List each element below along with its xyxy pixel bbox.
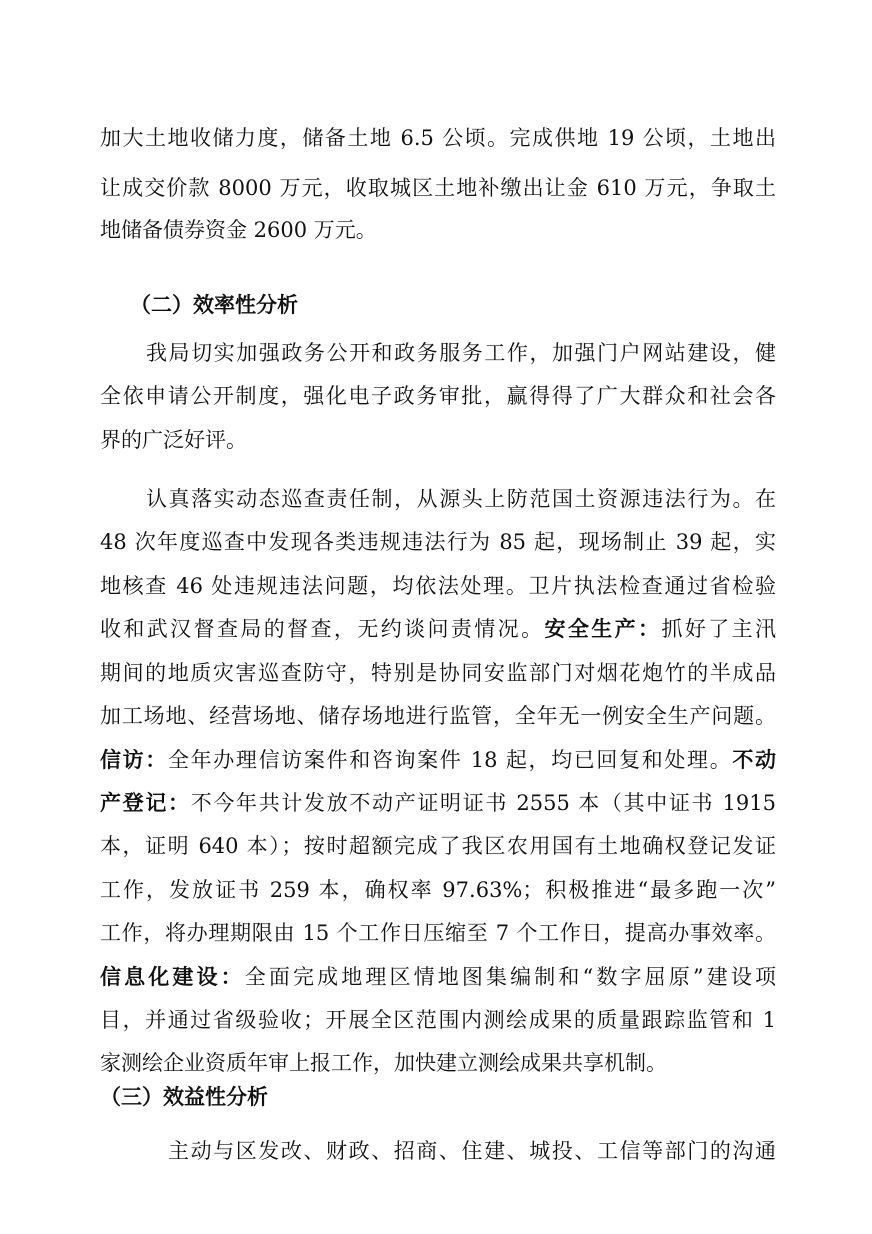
plain-text: 全年办理信访案件和咨询案件 18 起，均已回复和处理。 xyxy=(167,748,733,772)
paragraph-line xyxy=(100,963,776,991)
paragraph-line: 让成交价款 8000 万元，收取城区土地补缴出让金 610 万元，争取土 xyxy=(100,176,776,200)
bold-label-realestate: 不动 xyxy=(732,748,777,772)
paragraph-line xyxy=(100,615,776,643)
plain-text: 抓好了主汛 xyxy=(661,617,777,641)
paragraph-line: 全依申请公开制度，强化电子政务审批，赢得得了广大群众和社会各 xyxy=(100,384,776,408)
paragraph-line: 本，证明 640 本）；按时超额完成了我区农用国有土地确权登记发证 xyxy=(100,834,776,858)
paragraph-line: 主动与区发改、财政、招商、住建、城投、工信等部门的沟通 xyxy=(168,1139,776,1163)
paragraph-line: 目，并通过省级验收；开展全区范围内测绘成果的质量跟踪监管和 1 xyxy=(100,1008,776,1032)
paragraph-line: 我局切实加强政务公开和政务服务工作，加强门户网站建设，健 xyxy=(146,341,776,365)
paragraph-line: 加大土地收储力度，储备土地 6.5 公顷。完成供地 19 公顷，土地出 xyxy=(100,126,776,150)
paragraph-line xyxy=(100,789,776,817)
section-heading-benefit: （三）效益性分析 xyxy=(100,1085,268,1109)
paragraph-line: 期间的地质灾害巡查防守，特别是协同安监部门对烟花炮竹的半成品 xyxy=(100,661,776,685)
paragraph-line: 地核查 46 处违规违法问题，均依法处理。卫片执法检查通过省检验 xyxy=(100,574,776,598)
paragraph-line xyxy=(100,746,776,774)
bold-label-informatization: 信息化建设： xyxy=(100,965,245,989)
paragraph-line: 地储备债券资金 2600 万元。 xyxy=(100,218,377,242)
bold-label-safety: 安全生产： xyxy=(544,617,662,641)
plain-text: 全面完成地理区情地图集编制和“数字屈原”建设项 xyxy=(244,965,776,989)
paragraph-line: 家测绘企业资质年审上报工作，加快建立测绘成果共享机制。 xyxy=(100,1051,667,1075)
paragraph-line: 加工场地、经营场地、储存场地进行监管，全年无一例安全生产问题。 xyxy=(100,704,776,728)
bold-label-petition: 信访： xyxy=(100,748,168,772)
paragraph-line: 工作，发放证书 259 本，确权率 97.63%；积极推进“最多跑一次” xyxy=(100,878,776,902)
section-heading-efficiency: （二）效率性分析 xyxy=(130,293,298,317)
plain-text: 收和武汉督查局的督查，无约谈问责情况。 xyxy=(100,617,545,641)
bold-label-realestate-cont: 产登记： xyxy=(100,791,191,815)
plain-text: 不今年共计发放不动产证明证书 2555 本（其中证书 1915 xyxy=(190,791,776,815)
paragraph-line: 认真落实动态巡查责任制，从源头上防范国土资源违法行为。在 xyxy=(146,487,776,511)
paragraph-line: 工作，将办理期限由 15 个工作日压缩至 7 个工作日，提高办事效率。 xyxy=(100,921,776,945)
paragraph-line: 界的广泛好评。 xyxy=(100,428,247,452)
paragraph-line: 48 次年度巡查中发现各类违规违法行为 85 起，现场制止 39 起，实 xyxy=(100,530,776,554)
